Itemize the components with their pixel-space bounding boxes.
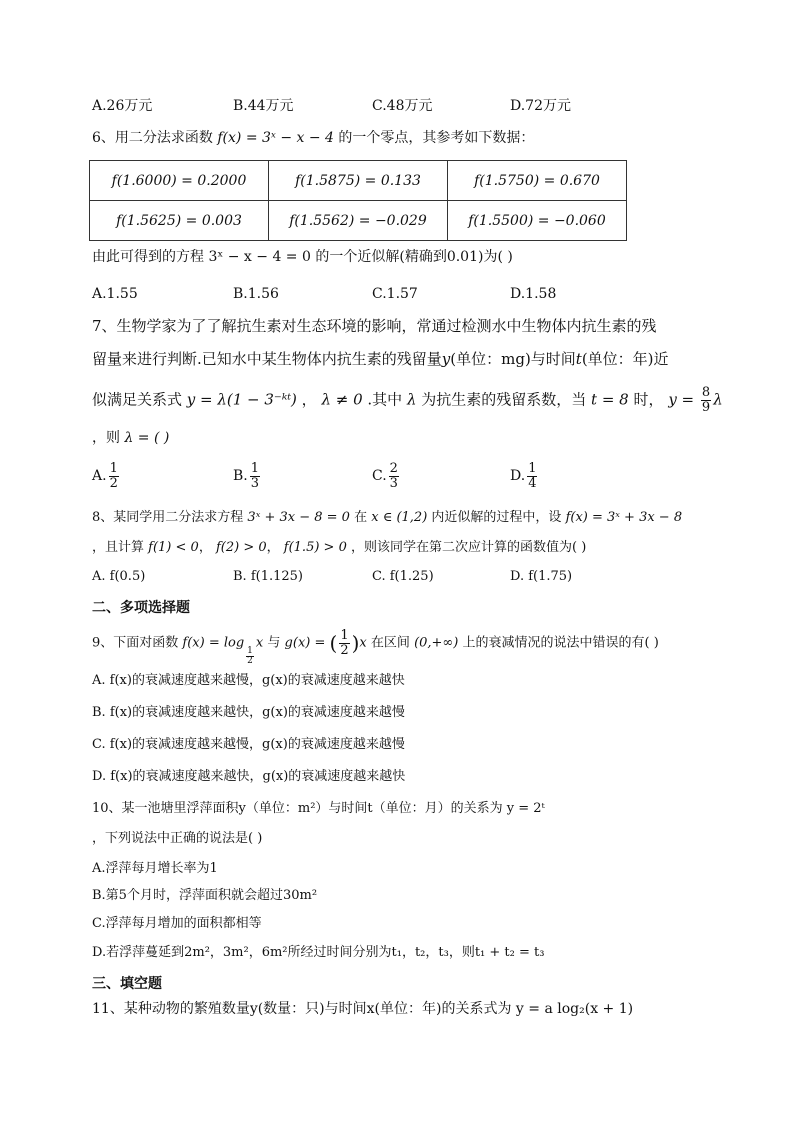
q8-line-1: 8、某同学用二分法求方程 3ˣ + 3x − 8 = 0 在 x ∈ (1,2) 内近似解的过程中，设 f(x) = 3ˣ + 3x − 8	[92, 510, 683, 525]
q6-data-table	[89, 160, 627, 241]
section-heading-fill-blank: 三、填空题	[92, 976, 162, 992]
q10-option-a: A.浮萍每月增长率为1	[92, 861, 218, 876]
fraction: $\frac{8}{9}$	[701, 385, 711, 415]
q9-option-c: C. f(x)的衰减速度越来越慢，g(x)的衰减速度越来越慢	[92, 737, 405, 752]
q10-line-1: 10、某一池塘里浮萍面积y（单位：m²）与时间t（单位：月）的关系为 y = 2ᵗ	[92, 801, 545, 816]
q7-line-2: 留量来进行判断.已知水中某生物体内抗生素的残留量y(单位：mg)与时间t(单位：年)近	[92, 350, 669, 368]
q9-stem: 9、下面对函数 f(x) = log $\frac{1}{2}$ x 与 g(x) = ( $\frac{1}{2}$ )x 在区间 (0,+∞) 上的衰减情况的说法中错误的有( )	[92, 627, 659, 666]
q7-line-3: 似满足关系式 y = λ(1 − 3⁻ᵏᵗ) ， λ ≠ 0 .其中 λ 为抗生素的残留系数，当 t = 8 时， y = $\frac{8}{9}$ λ	[92, 385, 723, 415]
q6-follow: 由此可得到的方程 3ˣ − x − 4 = 0 的一个近似解(精确到0.01)为( )	[92, 249, 513, 265]
q11-line-1: 11、某种动物的繁殖数量y(数量：只)与时间x(单位：年)的关系式为 y = a log₂(x + 1)	[92, 1001, 634, 1017]
q10-option-b: B.第5个月时，浮萍面积就会超过30m²	[92, 888, 318, 903]
table-cell: f(1.5875) = 0.133	[269, 161, 448, 201]
q7-option-c: C. $\frac{2}{3}$	[372, 460, 398, 491]
q6-stem: 6、用二分法求函数 f(x) = 3ˣ − x − 4 的一个零点，其参考如下数据：	[92, 130, 535, 146]
q5-option-a: A.26万元	[92, 98, 153, 114]
section-heading-multiple-choice: 二、多项选择题	[92, 600, 190, 616]
q7-line-1: 7、生物学家为了了解抗生素对生态环境的影响，常通过检测水中生物体内抗生素的残	[92, 317, 657, 335]
table-cell: f(1.5750) = 0.670	[448, 161, 627, 201]
q7-option-b: B. $\frac{1}{3}$	[233, 460, 260, 491]
table-cell: f(1.5500) = −0.060	[448, 201, 627, 241]
q8-option-a: A. f(0.5)	[92, 569, 146, 584]
table-cell: f(1.5625) = 0.003	[90, 201, 269, 241]
q10-option-d: D.若浮萍蔓延到2m²，3m²，6m²所经过时间分别为t₁，t₂，t₃，则t₁ + t₂ = t₃	[92, 945, 545, 960]
q8-line-2: ，且计算 f(1) < 0， f(2) > 0， f(1.5) > 0 ，则该同学在第二次应计算的函数值为( )	[92, 540, 587, 555]
q6-option-d: D.1.58	[510, 286, 557, 302]
q9-option-a: A. f(x)的衰减速度越来越慢，g(x)的衰减速度越来越快	[92, 673, 405, 688]
table-row	[90, 201, 627, 241]
q7-option-a: A. $\frac{1}{2}$	[92, 460, 118, 491]
q9-option-b: B. f(x)的衰减速度越来越快，g(x)的衰减速度越来越慢	[92, 705, 405, 720]
q8-option-d: D. f(1.75)	[510, 569, 573, 584]
q5-option-c: C.48万元	[372, 98, 433, 114]
q10-line-2: ，下列说法中正确的说法是( )	[92, 831, 263, 846]
q8-option-c: C. f(1.25)	[372, 569, 434, 584]
q5-option-b: B.44万元	[233, 98, 294, 114]
q7-line-4: ，则 λ = ( )	[92, 430, 170, 446]
q8-option-b: B. f(1.125)	[233, 569, 303, 584]
q10-option-c: C.浮萍每月增加的面积都相等	[92, 916, 262, 931]
table-cell: f(1.5562) = −0.029	[269, 201, 448, 241]
q5-option-d: D.72万元	[510, 98, 571, 114]
q9-option-d: D. f(x)的衰减速度越来越快，g(x)的衰减速度越来越快	[92, 769, 406, 784]
q6-option-b: B.1.56	[233, 286, 279, 302]
table-row	[90, 161, 627, 201]
q6-option-a: A.1.55	[92, 286, 138, 302]
table-cell: f(1.6000) = 0.2000	[90, 161, 269, 201]
q6-option-c: C.1.57	[372, 286, 418, 302]
q7-option-d: D. $\frac{1}{4}$	[510, 460, 537, 491]
